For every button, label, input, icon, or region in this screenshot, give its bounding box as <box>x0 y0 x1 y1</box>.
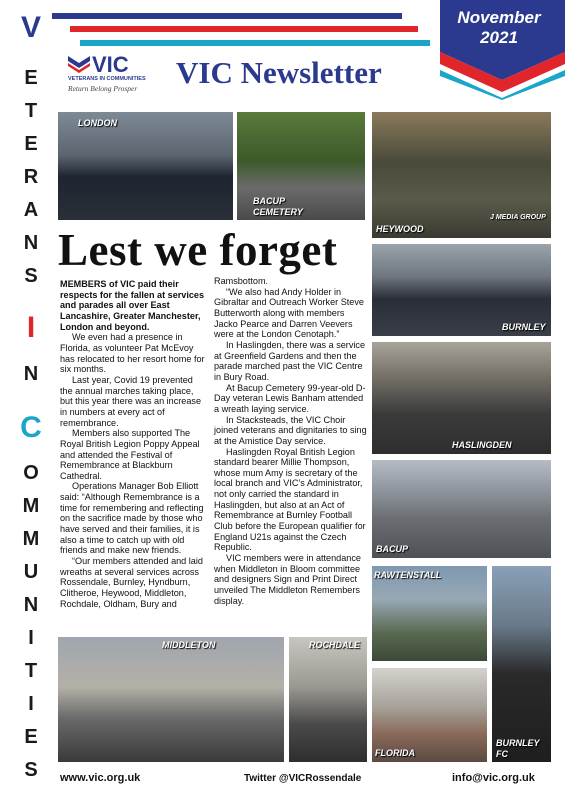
article-paragraph: In Haslingden, there was a service at Greenfield Gardens and then the parade marched past the VIC Centre in Bury Road. <box>214 339 366 382</box>
article-paragraph: Operations Manager Bob Elliott said: “Although Remembrance is a time for remembering and reflecting on the sacrifice made by those who have served and their families, it is also a time to catch up with old friends and make new friends. <box>60 481 204 556</box>
photo-florida <box>372 668 487 762</box>
vertical-letter: I <box>28 693 34 715</box>
photo-bacup <box>372 460 551 558</box>
article-column-2 <box>214 276 370 606</box>
headline: Lest we forget <box>58 225 338 275</box>
issue-year: 2021 <box>480 28 518 47</box>
photo-caption: HASLINGDEN <box>452 440 512 450</box>
article-paragraph: Haslingden Royal British Legion standard bearer Millie Thompson, whose mum Amy is secretary of the local branch and VIC’s Administrator, not only carried the standard in Haslingden, but also at an Act of Remembrance at Burnley Football Club before the European qualifier for England U21s against the Czech Republic. <box>214 446 366 553</box>
article-paragraph: In Stacksteads, the VIC Choir joined veterans and dignitaries to sing at the Amistice Day service. <box>214 414 367 446</box>
photo-caption: LONDON <box>78 118 117 128</box>
photo-credit: J MEDIA GROUP <box>490 214 546 221</box>
footer-email-link[interactable]: info@vic.org.uk <box>452 772 535 784</box>
article-paragraph: Last year, Covid 19 prevented the annual marches taking place, but this year there was an increase in numbers at every act of remembrance. <box>60 374 202 428</box>
vertical-letter: N <box>23 232 39 254</box>
vertical-letter: C <box>20 411 42 444</box>
photo-burnley <box>372 244 551 336</box>
article-lead: MEMBERS of VIC paid their respects for the fallen at services and parades all over East Lancashire, Greater Manchester, London and beyond. <box>60 279 205 332</box>
vertical-letter: E <box>24 67 38 89</box>
header-stripe-red <box>70 26 418 32</box>
logo-wordmark: VIC <box>92 52 129 77</box>
photo-burnley-fc <box>492 566 551 762</box>
article-paragraph: At Bacup Cemetery 99-year-old D-Day veteran Lewis Banham attended a wreath laying service. <box>214 382 366 414</box>
header-stripe-teal <box>80 40 430 46</box>
article-column-1 <box>60 279 206 609</box>
logo-subtitle: VETERANS IN COMMUNITIES <box>68 76 146 82</box>
vic-chevron-icon <box>68 56 90 74</box>
photo-bacup-cemetery <box>237 112 365 220</box>
vertical-letter: T <box>24 660 38 682</box>
vertical-letter: N <box>23 594 39 616</box>
vertical-letter: U <box>23 561 39 583</box>
issue-date <box>440 8 558 48</box>
vertical-letter: N <box>23 363 39 385</box>
photo-caption: ROCHDALE <box>309 640 360 650</box>
article-paragraph: “Our members attended and laid wreaths at several services across Rossendale, Burnley, Hyndburn, Clitheroe, Heywood, Middleton, Rochdale, Oldham, Bury and <box>60 556 203 609</box>
photo-middleton <box>58 637 284 762</box>
vertical-letter: O <box>23 462 39 484</box>
header-stripe-navy <box>52 13 402 19</box>
photo-rochdale <box>289 637 367 762</box>
vertical-letter: S <box>24 265 38 287</box>
article-paragraph: We even had a presence in Florida, as volunteer Pat McEvoy has relocated to her resort home for six months. <box>60 332 205 375</box>
photo-caption: BURNLEY <box>502 322 546 332</box>
photo-caption: MIDDLETON <box>162 640 216 650</box>
article-paragraph: VIC members were in attendance when Middleton in Bloom committee and designers Sign and Print Direct unveiled The Middleton Remembers display. <box>214 553 361 606</box>
vertical-letter: M <box>22 495 40 517</box>
photo-caption: BACUP <box>376 544 409 554</box>
vertical-letter: S <box>24 759 38 781</box>
photo-caption: BACUP CEMETERY <box>253 196 303 217</box>
footer-website-link[interactable]: www.vic.org.uk <box>60 772 141 784</box>
article-paragraph: Members also supported The Royal British Legion Poppy Appeal and attended the Festival of Remembrance at Blackburn Cathedral. <box>60 428 200 481</box>
photo-caption: FLORIDA <box>375 748 415 758</box>
photo-caption: HEYWOOD <box>376 224 424 234</box>
article-paragraph: “We also had Andy Holder in Gibraltar and Outreach Worker Steve Butterworth along with members Jacko Pearce and Darren Veevers were at the London Cenotaph.” <box>214 286 364 340</box>
vertical-letter: E <box>24 133 38 155</box>
vertical-letter: I <box>28 627 34 649</box>
vertical-letter: M <box>22 528 40 550</box>
article-paragraph: Ramsbottom. <box>214 276 269 286</box>
vertical-letter: T <box>24 100 38 122</box>
logo-tagline: Return Belong Prosper <box>68 84 138 93</box>
newsletter-title: VIC Newsletter <box>176 55 382 90</box>
photo-rawtenstall <box>372 566 487 661</box>
photo-haslingden <box>372 342 551 454</box>
vertical-letter: V <box>20 11 41 44</box>
vertical-letter: E <box>24 726 38 748</box>
vertical-letter: A <box>23 199 39 221</box>
photo-caption: BURNLEY FC <box>496 738 540 759</box>
photo-london <box>58 112 233 220</box>
vertical-letter: I <box>26 311 36 344</box>
issue-month: November <box>457 8 541 27</box>
photo-caption: RAWTENSTALL <box>374 570 442 580</box>
footer-twitter-link[interactable]: Twitter @VICRossendale <box>244 773 362 784</box>
photo-heywood <box>372 112 551 238</box>
vertical-letter: R <box>23 166 39 188</box>
